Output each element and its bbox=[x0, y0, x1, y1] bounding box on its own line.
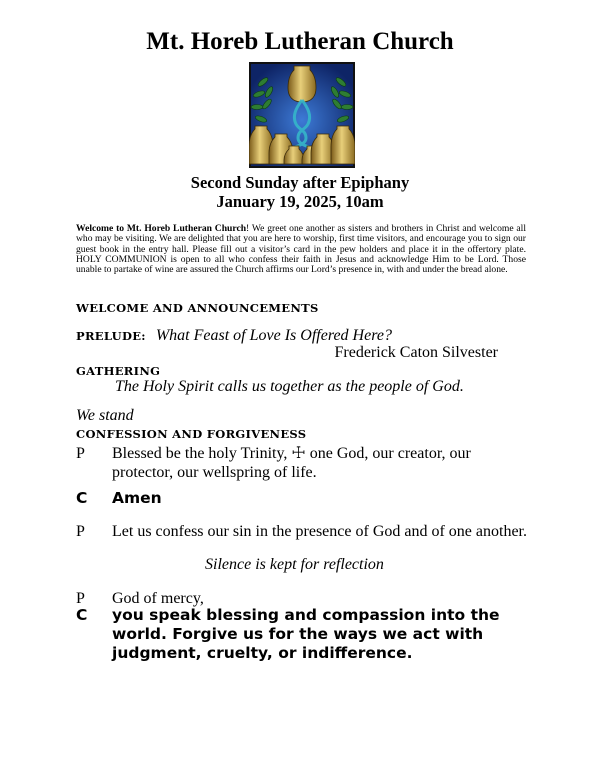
prelude-composer: Frederick Caton Silvester bbox=[334, 344, 498, 361]
silence-rubric: Silence is kept for reflection bbox=[205, 556, 384, 573]
p1-text bbox=[112, 444, 532, 482]
leader-p: P bbox=[76, 445, 85, 462]
c2-text: you speak blessing and compassion into the world. Forgive us for the ways we act with judgment, cruelty, or indifference. bbox=[112, 606, 500, 662]
cross-icon: ☩ bbox=[291, 445, 306, 462]
prelude-line bbox=[76, 327, 536, 345]
welcome-paragraph bbox=[76, 224, 526, 275]
church-name: Mt. Horeb Lutheran Church bbox=[146, 28, 454, 55]
service-title: Second Sunday after Epiphany bbox=[190, 173, 410, 192]
service-date: January 19, 2025, 10am bbox=[216, 192, 384, 211]
gathering-text: The Holy Spirit calls us together as the people of God. bbox=[115, 378, 464, 395]
confession-heading: CONFESSION AND FORGIVENESS bbox=[76, 427, 307, 441]
leader-p: P bbox=[76, 523, 85, 540]
welcome-body: ! We greet one another as sisters and brothers in Christ and welcome all who may be visiting. We are delighted that you are here to worship, first time visitors, and encourage you to sign our guest book in the entry hall. Please fill out a visitor’s card in the pew holders and place it in the offertory plate. HOLY COMMUNION is open to all who confess their faith in Jesus and acknowledge Him to be Lord. Those unable to partake of wine are assured the Church affirms our Lord’s presence in, with and under the bread alone. bbox=[76, 223, 526, 276]
p1-text-a: Blessed be the holy Trinity, bbox=[112, 445, 288, 462]
leader-c: C bbox=[76, 606, 88, 624]
leader-p: P bbox=[76, 590, 85, 607]
p1-text-b: one God, our creator, our protector, our wellspring of life. bbox=[112, 445, 471, 481]
gathering-heading: GATHERING bbox=[76, 364, 161, 378]
prelude-label: PRELUDE: bbox=[76, 329, 146, 343]
p2-text: Let us confess our sin in the presence of God and of one another. bbox=[112, 523, 527, 540]
announcements-heading: WELCOME AND ANNOUNCEMENTS bbox=[76, 301, 319, 315]
c1-text: Amen bbox=[112, 489, 162, 507]
prelude-title: What Feast of Love Is Offered Here? bbox=[155, 327, 392, 344]
we-stand: We stand bbox=[76, 407, 134, 424]
p3-text: God of mercy, bbox=[112, 590, 204, 607]
church-logo-icon bbox=[249, 62, 355, 168]
welcome-lead: Welcome to Mt. Horeb Lutheran Church bbox=[76, 223, 247, 234]
liturgy-c2 bbox=[76, 606, 536, 666]
leader-c: C bbox=[76, 489, 88, 507]
liturgy-p1 bbox=[76, 444, 536, 484]
